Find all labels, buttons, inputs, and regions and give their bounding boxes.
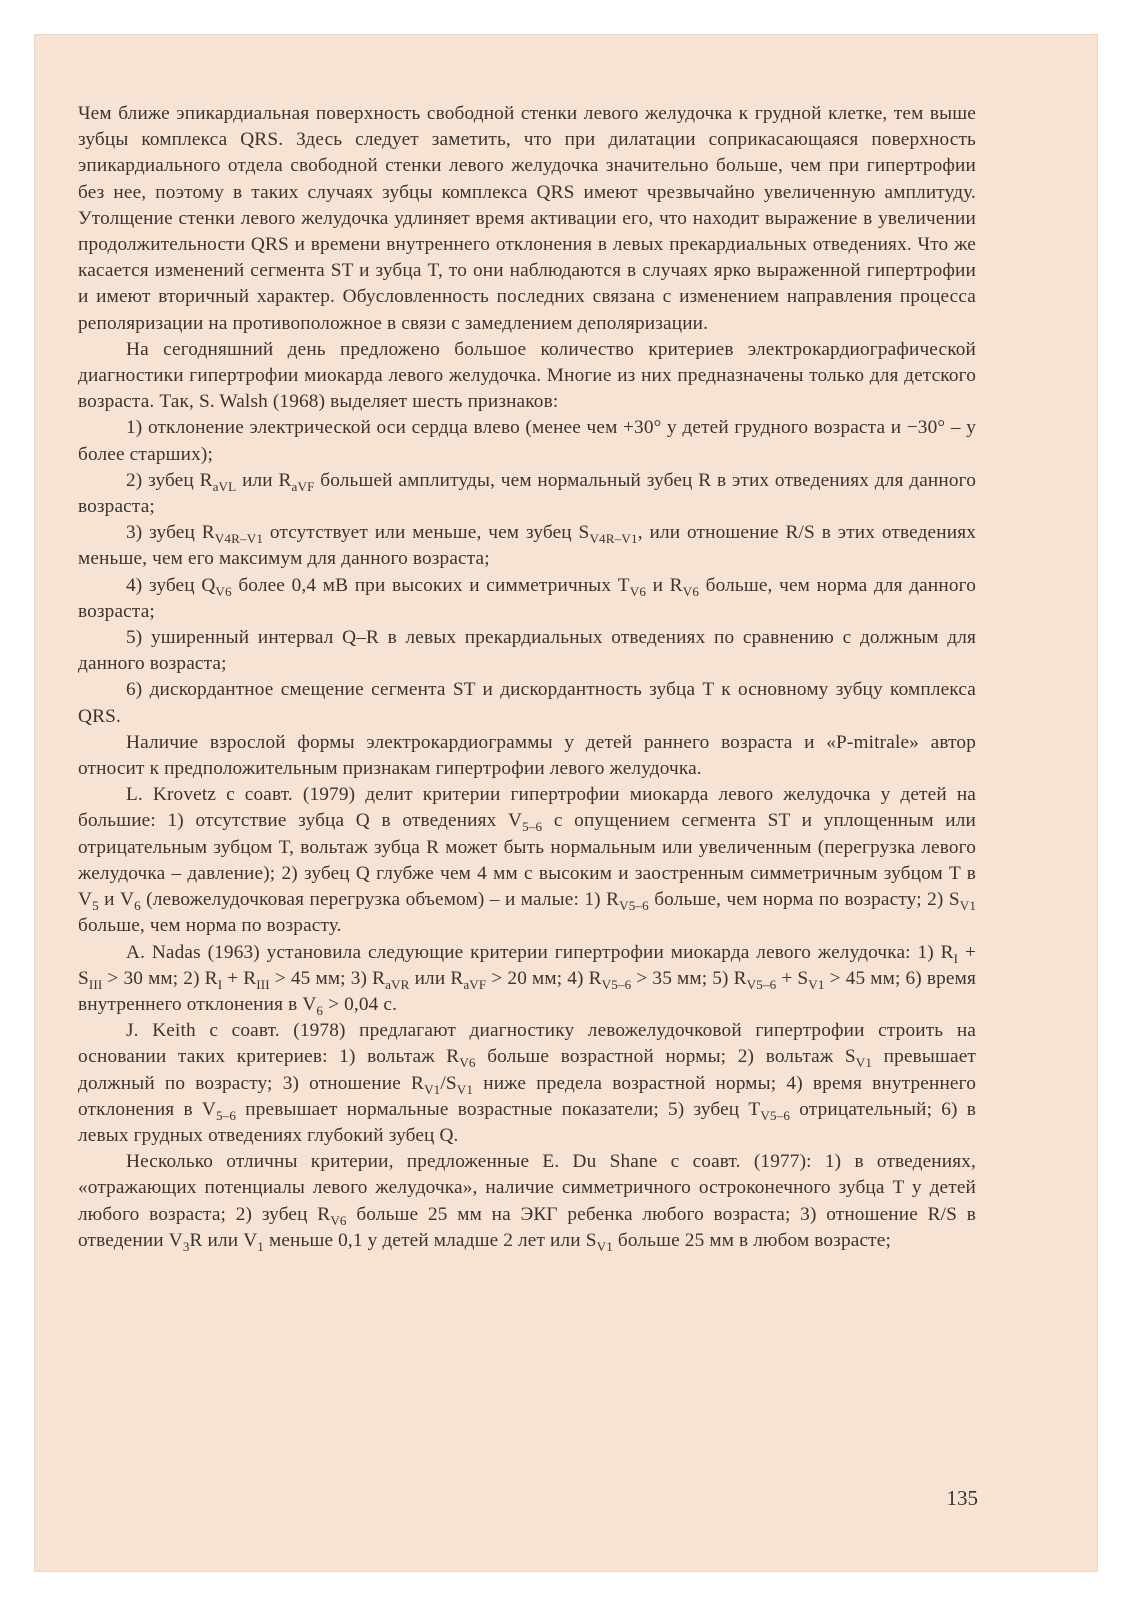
subscript: 5: [92, 897, 99, 913]
subscript: V4R–V1: [589, 531, 638, 547]
subscript: aVF: [463, 976, 487, 992]
criterion-4: 4) зубец $Q_{V6}$ более 0,4 мВ при высоких и симметричных $T_{V6}$ и $R_{V6}$ больше, чем норма для данного возраста;: [78, 574, 976, 622]
subscript: V4R–V1: [214, 531, 264, 547]
criterion-3: 3) зубец $R_{V4R-V1}$ отсутствует или меньше, чем зубец $S_{V4R-V1}$, или отношение R/S в этих отведениях меньше, чем его максимум для данного возраста;: [78, 522, 976, 570]
subscript: 6: [316, 1002, 324, 1018]
criterion-2: 2) зубец $R_{aVL}$ или $R_{aVF}$ большей амплитуды, чем нормальный зубец R в этих отведениях для данного возраста;: [78, 469, 977, 518]
body-text: [78, 101, 976, 1254]
subscript: 6: [134, 897, 141, 913]
paragraph-2: На сегодняшний день предложено большое количество критериев электрокардиографической диагностики гипертрофии миокарда левого желудочка. Многие из них предназначены только для детского возраста. Так, S. Walsh (1968) выделяет шесть признаков:: [78, 338, 976, 413]
paragraph-nadas: A. Nadas (1963) установила следующие критерии гипертрофии миокарда левого желудочка: 1) $R_I + S_{III} > 30$ мм; 2) $R_I + R_{III} > 45$ мм; 3) $R_{aVR}$ или $R_{aVF} > 20$ мм; 4) $R_{V5-6} > 35$ мм; 5) $R_{V5-6} + S_{V1} > 45$ мм; 6) время внутреннего отклонения в $V_6 > 0,04$ с.: [78, 941, 976, 1018]
subscript: III: [256, 976, 270, 992]
subscript: V1: [855, 1055, 873, 1071]
subscript: V5–6: [760, 1107, 791, 1123]
criterion-6: 6) дискордантное смещение сегмента ST и дискордантность зубца T к основному зубцу комплекса QRS.: [78, 679, 976, 727]
paragraph-krovetz: L. Krovetz с соавт. (1979) делит критерии гипертрофии миокарда левого желудочка у детей на большие: 1) отсутствие зубца Q в отведениях $V_{5-6}$ с опущением сегмента ST и уплощенным или отрицательным зубцом T, вольтаж зубца R может быть нормальным или увеличенным (перегрузка левого желудочка – давление); 2) зубец Q глубже чем 4 мм с высоким и заостренным симметричным зубцом T в $V_5$ и $V_6$ (левожелудочковая перегрузка объемом) – и малые: 1) $R_{V5-6}$ больше, чем норма по возрасту; 2) $S_{V1}$ больше, чем норма по возрасту.: [78, 784, 977, 937]
subscript: aVR: [385, 976, 410, 992]
subscript: V1: [456, 1081, 474, 1097]
subscript: V5–6: [601, 976, 632, 992]
subscript: V6: [459, 1055, 476, 1071]
subscript: V5–6: [746, 976, 777, 992]
subscript: I: [217, 976, 223, 992]
paragraph-1: Чем ближе эпикардиальная поверхность свободной стенки левого желудочка к грудной клетке, тем выше зубцы комплекса QRS. Здесь следует заметить, что при дилатации соприкасающаяся поверхность эпикардиального отдела свободной стенки левого желудочка значительно больше, чем при гипертрофии без нее, поэтому в таких случаях зубцы комплекса QRS имеют чрезвычайно увеличенную амплитуду. Утолщение стенки левого желудочка удлиняет время активации его, что находит выражение в увеличении продолжительности QRS и времени внутреннего отклонения в левых прекардиальных отведениях. Что же касается изменений сегмента ST и зубца T, то они наблюдаются в случаях ярко выраженной гипертрофии и имеют вторичный характер. Обусловленность последних связана с изменением направления процесса реполяризации на противоположное в связи с замедлением деполяризации.: [78, 103, 976, 334]
subscript: V6: [629, 583, 647, 599]
subscript: V6: [330, 1212, 347, 1228]
paragraph-keith: J. Keith с соавт. (1978) предлагают диагностику левожелудочковой гипертрофии строить на основании таких критериев: 1) вольтаж $R_{V6}$ больше возрастной нормы; 2) вольтаж $S_{V1}$ превышает должный по возрасту; 3) отношение $R_{V1}/S_{V1}$ ниже предела возрастной нормы; 4) время внутреннего отклонения в $V_{5-6}$ превышает нормальные возрастные показатели; 5) зубец $T_{V5-6}$ отрицательный; 6) в левых грудных отведениях глубокий зубец Q.: [78, 1020, 977, 1146]
subscript: 1: [257, 1238, 264, 1254]
paragraph-p-mitrale: Наличие взрослой формы электрокардиограммы у детей раннего возраста и «P-mitrale» автор относит к предположительным признакам гипертрофии левого желудочка.: [78, 731, 976, 780]
criterion-5: 5) уширенный интервал Q–R в левых прекардиальных отведениях по сравнению с должным для данного возраста;: [78, 627, 976, 675]
book-page: [34, 34, 1098, 1572]
page-number: 135: [946, 1486, 978, 1510]
paragraph-du-shane: Несколько отличны критерии, предложенные E. Du Shane с соавт. (1977): 1) в отведениях, «отражающих потенциалы левого желудочка», наличие симметричного остроконечного зубца T у детей любого возраста; 2) зубец $R_{V6}$ больше 25 мм на ЭКГ ребенка любого возраста; 3) отношение R/S в отведении $V_3R$ или $V_1$ меньше 0,1 у детей младше 2 лет или $S_{V1}$ больше 25 мм в любом возрасте;: [78, 1151, 976, 1254]
subscript: V1: [596, 1238, 613, 1254]
criterion-1: 1) отклонение электрической оси сердца влево (менее чем +30° у детей грудного возраста и −30° – у более старших);: [78, 417, 976, 465]
subscript: V5–6: [619, 897, 649, 913]
subscript: 5–6: [215, 1107, 237, 1123]
subscript: 3: [182, 1238, 190, 1254]
subscript: aVL: [212, 478, 237, 494]
subscript: V1: [424, 1081, 441, 1097]
subscript: V6: [682, 583, 700, 599]
subscript: aVF: [291, 478, 315, 494]
subscript: V6: [215, 583, 232, 599]
subscript: I: [953, 950, 959, 966]
subscript: V1: [808, 976, 825, 992]
subscript: V1: [959, 897, 977, 913]
subscript: III: [88, 976, 103, 992]
subscript: 5–6: [522, 819, 543, 835]
